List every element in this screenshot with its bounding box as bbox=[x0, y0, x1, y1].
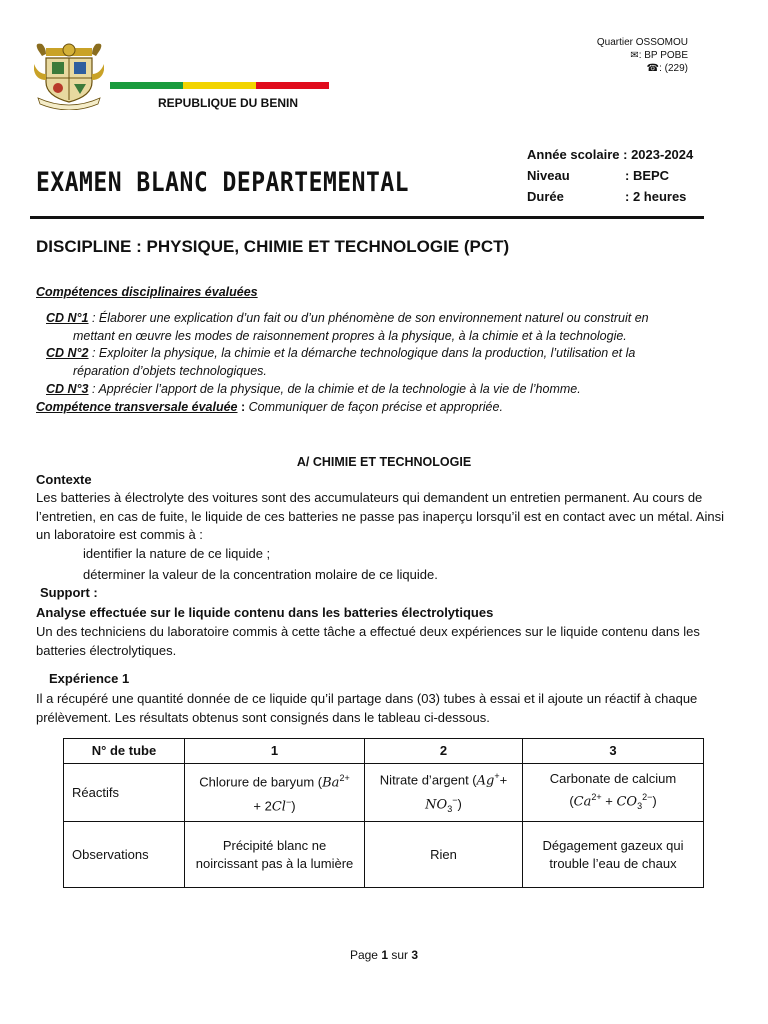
contexte-text: Les batteries à électrolyte des voitures sont des accumulateurs qui demandent un entretien permanent. Au cours de l’entretien, en cas de fuite, le liquide de ces batteries ne passe pas inaperçu lorsqu’il est en contact avec un métal. Ainsi un laboratoire est commis à : bbox=[36, 490, 724, 542]
flag-red bbox=[256, 82, 329, 89]
table-cell: Carbonate de calcium $(Ca^{2+} + CO_3^{2-})$ bbox=[523, 764, 704, 822]
table-cell: Nitrate d’argent (Ag++ $NO_3^-$) bbox=[365, 764, 523, 822]
table-cell: Chlorure de baryum ($Ba^{2+}$ + 2Cl−) bbox=[185, 764, 365, 822]
coat-of-arms-emblem bbox=[32, 40, 106, 110]
analyse-text: Un des techniciens du laboratoire commis à cette tâche a effectué deux expériences sur le liquide contenu dans les batteries électrolytiques. bbox=[36, 624, 700, 658]
school-year-row: Année scolaire : 2023-2024 bbox=[527, 147, 694, 162]
contact-po-box: ✉: BP POBE bbox=[630, 50, 688, 61]
section-a-title: A/ CHIMIE ET TECHNOLOGIE bbox=[296, 455, 472, 469]
task-2: déterminer la valeur de la concentration molaire de ce liquide. bbox=[83, 567, 438, 582]
table-cell: Précipité blanc ne noircissant pas à la lumière bbox=[185, 822, 365, 888]
competences-heading: Compétences disciplinaires évaluées bbox=[36, 285, 258, 299]
task-1: identifier la nature de ce liquide ; bbox=[83, 546, 271, 561]
mailbox-icon: ✉ bbox=[630, 50, 639, 61]
competence-transversal: Compétence transversale évaluée : Communiquer de façon précise et appropriée. bbox=[36, 400, 503, 414]
flag-green bbox=[110, 82, 183, 89]
contact-address: Quartier OSSOMOU bbox=[596, 37, 688, 48]
support-label: Support : bbox=[40, 585, 98, 600]
contact-block bbox=[597, 36, 688, 75]
flag-yellow bbox=[183, 82, 256, 89]
table-header-cell: N° de tube bbox=[64, 739, 185, 764]
table-row bbox=[64, 822, 704, 888]
level-row: Niveau : BEPC bbox=[527, 168, 670, 183]
table-header-row bbox=[64, 739, 704, 764]
table-header-cell: 1 bbox=[185, 739, 365, 764]
analyse-title: Analyse effectuée sur le liquide contenu dans les batteries électrolytiques bbox=[36, 605, 494, 620]
experience-1-text: Il a récupéré une quantité donnée de ce liquide qu’il partage dans (03) tubes à essai et il ajoute un réactif à chaque prélèvement. Les résultats obtenus sont consignés dans le tableau ci-dessous. bbox=[36, 691, 698, 725]
republic-name: REPUBLIQUE DU BENIN bbox=[158, 96, 299, 110]
results-table bbox=[63, 738, 704, 888]
exam-title: EXAMEN BLANC DEPARTEMENTAL bbox=[36, 168, 410, 198]
table-cell: Rien bbox=[365, 822, 523, 888]
contexte-label: Contexte bbox=[36, 472, 92, 487]
row-label-observations: Observations bbox=[64, 822, 185, 888]
competence-cd3: CD N°3 : Apprécier l’apport de la physique, de la chimie et de la technologie à la vie de l’homme. bbox=[46, 382, 581, 396]
experience-1-label: Expérience 1 bbox=[49, 671, 130, 686]
competence-cd1: CD N°1 : Élaborer une explication d’un fait ou d’un phénomène de son environnement naturel ou construit en mettant en œuvre les modes de raisonnement propres à la physique, à la chimie et à la technologie. bbox=[46, 311, 649, 343]
table-header-cell: 2 bbox=[365, 739, 523, 764]
exam-meta bbox=[527, 144, 693, 207]
header-divider bbox=[30, 216, 704, 219]
table-header-cell: 3 bbox=[523, 739, 704, 764]
flag-stripe bbox=[110, 82, 329, 89]
contact-phone: ☎: (229) bbox=[646, 63, 688, 74]
phone-icon: ☎ bbox=[646, 63, 660, 74]
discipline-title: DISCIPLINE : PHYSIQUE, CHIMIE ET TECHNOLOGIE (PCT) bbox=[36, 237, 510, 256]
page-footer: Page 1 sur 3 bbox=[349, 948, 419, 962]
competence-cd2: CD N°2 : Exploiter la physique, la chimie et la démarche technologique dans la production, l’utilisation et la réparation d’objets technologiques. bbox=[46, 346, 636, 378]
duration-row: Durée : 2 heures bbox=[527, 189, 687, 204]
row-label-reactifs: Réactifs bbox=[64, 764, 185, 822]
table-row bbox=[64, 764, 704, 822]
table-cell: Dégagement gazeux qui trouble l’eau de chaux bbox=[523, 822, 704, 888]
